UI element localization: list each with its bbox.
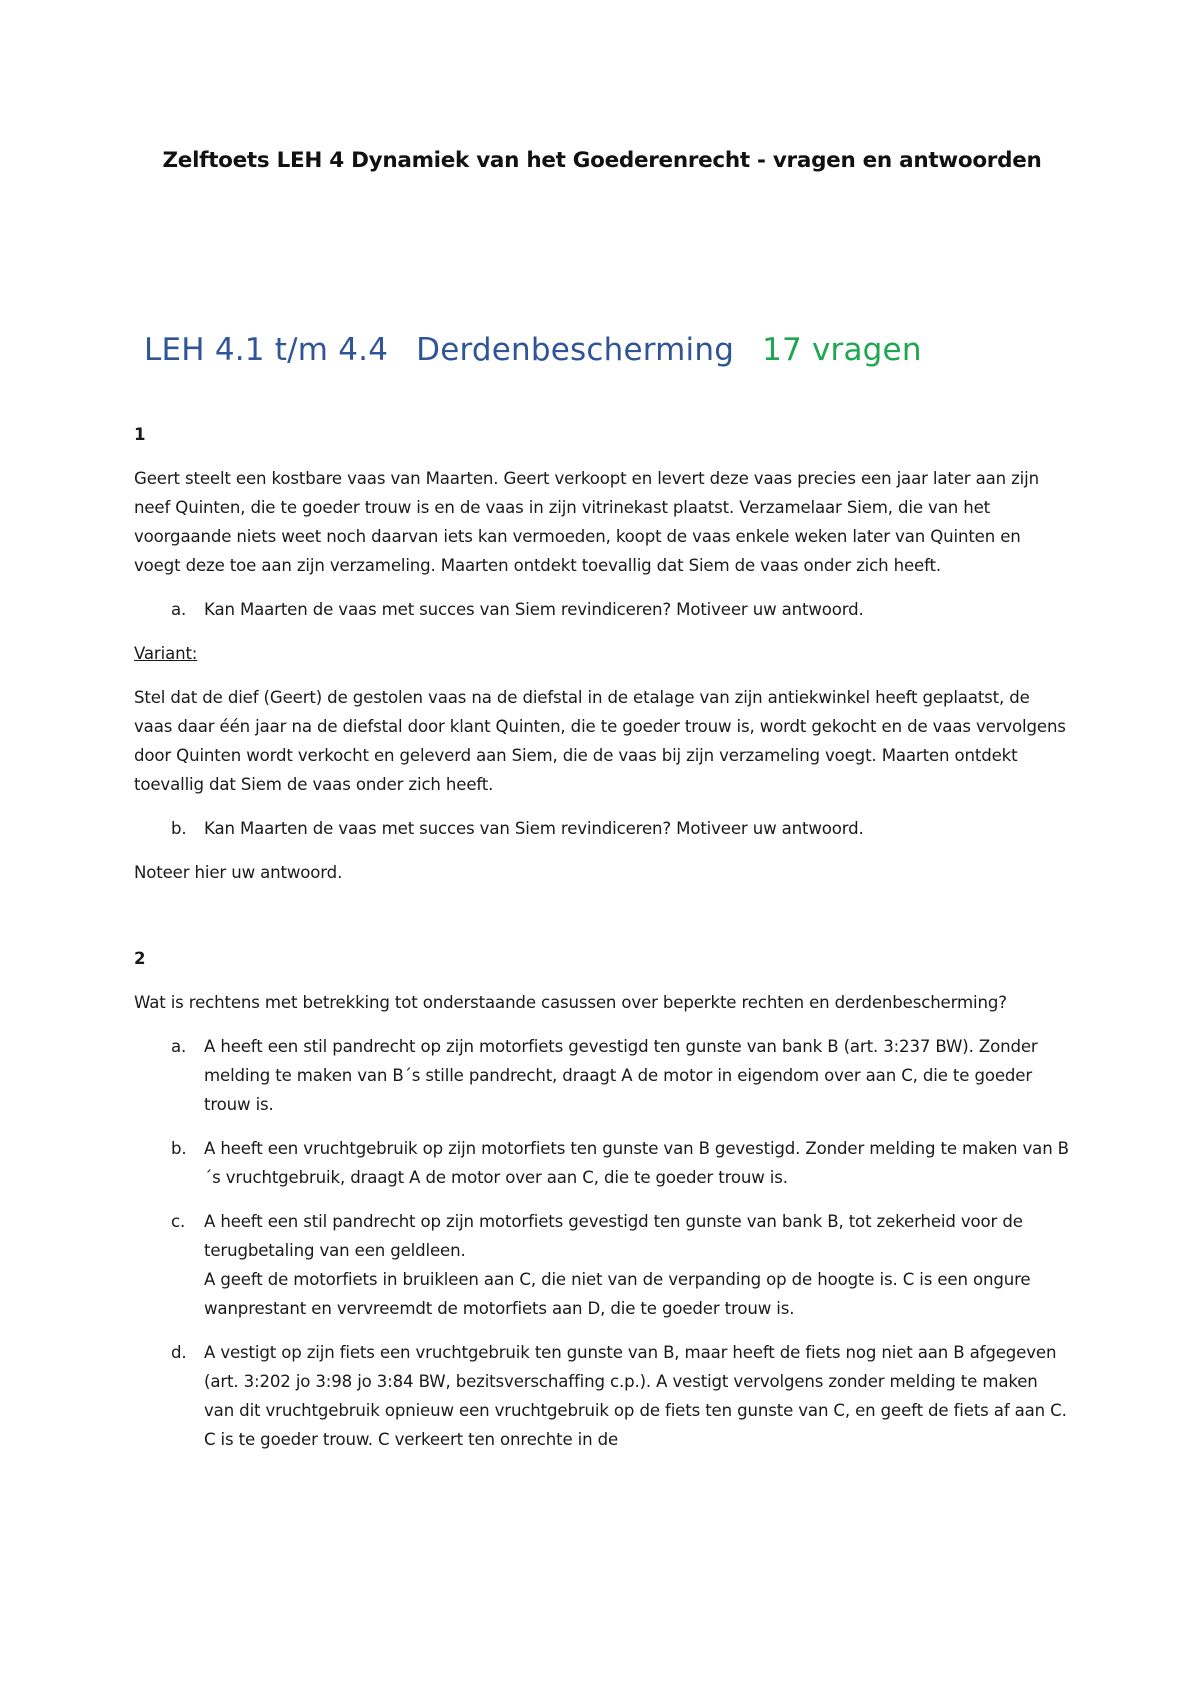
answer-prompt: Noteer hier uw antwoord. — [134, 863, 343, 882]
variant-text — [134, 683, 1070, 799]
question-number: 1 — [134, 425, 146, 444]
question-item — [134, 1134, 1070, 1192]
question-item — [134, 1338, 1070, 1454]
section-question-count: 17 vragen — [762, 332, 922, 368]
question-text: Geert steelt een kostbare vaas van Maarten. Geert verkoopt en levert deze vaas precies een jaar later aan zijn neef Quinten, die te goeder trouw is en de vaas in zijn vitrinekast plaatst. Verzamelaar Siem, die van het voorgaande niets weet noch daarvan iets kan vermoeden, koopt de vaas enkele weken later van Quinten en voegt deze toe aan zijn verzameling. Maarten ontdekt toevallig dat Siem de vaas onder zich heeft. — [134, 469, 1039, 575]
item-text: A vestigt op zijn fiets een vruchtgebruik ten gunste van B, maar heeft de fiets nog niet aan B afgegeven (art. 3:202 jo 3:98 jo 3:84 BW, bezitsverschaffing c.p.). A vestigt vervolgens zonder melding te maken van dit vruchtgebruik opnieuw een vruchtgebruik op de fiets ten gunste van C, en geeft de fiets af aan C. C is te goeder trouw. C verkeert ten onrechte in de — [204, 1343, 1067, 1449]
item-text: A heeft een stil pandrecht op zijn motorfiets gevestigd ten gunste van bank B (art. 3:237 BW). Zonder melding te maken van B´s stille pandrecht, draagt A de motor in eigendom over aan C, die te goeder trouw is. — [204, 1037, 1038, 1114]
variant-label: Variant: — [134, 644, 198, 663]
item-label: b. — [171, 819, 187, 838]
question-item — [134, 814, 1070, 843]
question-text: Wat is rechtens met betrekking tot onderstaande casussen over beperkte rechten en derdenbescherming? — [134, 993, 1007, 1012]
item-text: A heeft een vruchtgebruik op zijn motorfiets ten gunste van B gevestigd. Zonder melding te maken van B´s vruchtgebruik, draagt A de motor over aan C, die te goeder trouw is. — [204, 1139, 1069, 1187]
item-label: a. — [171, 1037, 187, 1056]
variant-text-part: Stel dat de dief (Geert) de gestolen vaas na de diefstal in de etalage van zijn antiekwinkel heeft geplaatst, de vaas daar één jaar na de diefstal door klant Quinten, die te goeder trouw is, wordt gekocht en de vaas vervolgens door Quinten wordt verkocht en geleverd aan Siem, die de vaas bij zijn verzameling voegt. — [134, 688, 1066, 765]
item-text: Kan Maarten de vaas met succes van Siem revindiceren? Motiveer uw antwoord. — [204, 600, 864, 619]
item-label: c. — [171, 1212, 186, 1231]
document-content — [134, 420, 1070, 1469]
item-label: d. — [171, 1343, 187, 1362]
document-title: Zelftoets LEH 4 Dynamiek van het Goederenrecht - vragen en antwoorden — [162, 148, 1042, 173]
item-text: Kan Maarten de vaas met succes van Siem revindiceren? Motiveer uw antwoord. — [204, 819, 864, 838]
item-label: b. — [171, 1139, 187, 1158]
item-text: A geeft de motorfiets in bruikleen aan C, die niet van de verpanding op de hoogte is. C is een ongure wanprestant en vervreemdt de motorfiets aan D, die te goeder trouw is. — [204, 1270, 1031, 1318]
item-label: a. — [171, 600, 187, 619]
question-item — [134, 1207, 1070, 1323]
question-item — [134, 595, 1070, 624]
section-range: LEH 4.1 t/m 4.4 — [144, 332, 389, 368]
variant-text-part: Maarten ontdekt toevallig dat Siem de vaas onder zich heeft. — [134, 746, 1018, 794]
question-item — [134, 1032, 1070, 1119]
section-heading — [144, 332, 922, 368]
section-topic: Derdenbescherming — [416, 332, 735, 368]
question-number: 2 — [134, 949, 146, 968]
item-text: A heeft een stil pandrecht op zijn motorfiets gevestigd ten gunste van bank B, tot zekerheid voor de terugbetaling van een geldleen. — [204, 1212, 1023, 1260]
